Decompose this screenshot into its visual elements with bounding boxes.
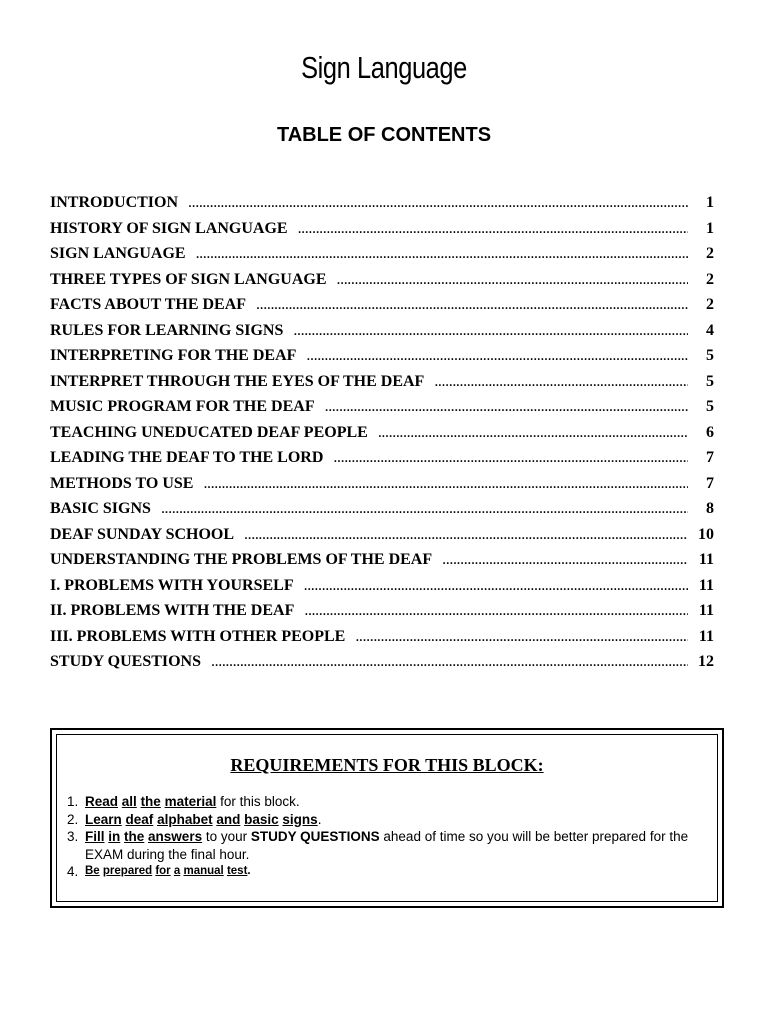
requirement-text (85, 828, 707, 863)
requirement-text-segment: test (226, 865, 248, 877)
toc-dot-leader (325, 394, 688, 420)
toc-entry-label: THREE TYPES OF SIGN LANGUAGE (50, 270, 327, 288)
toc-entry (50, 343, 714, 369)
toc-entry (50, 547, 714, 573)
toc-entry-page: 6 (706, 423, 714, 441)
requirement-text-segment: Be (85, 865, 100, 877)
requirement-text (85, 811, 707, 829)
requirements-list (67, 793, 707, 881)
toc-entry-page: 11 (698, 602, 714, 619)
toc-entry-page: 5 (706, 372, 714, 390)
requirement-text-segment: for (155, 865, 171, 877)
requirement-text-segment: all (121, 794, 137, 809)
requirement-text-segment: signs (282, 811, 318, 827)
toc-entry-label: METHODS TO USE (50, 474, 194, 492)
toc-entry-label: UNDERSTANDING THE PROBLEMS OF THE DEAF (50, 551, 433, 568)
requirement-text-segment: deaf (125, 811, 154, 827)
toc-dot-leader (304, 573, 688, 599)
requirement-number: 2. (67, 811, 79, 827)
requirement-number: 1. (67, 794, 79, 809)
toc-entry (50, 241, 714, 267)
toc-entry (50, 522, 714, 548)
toc-entry-page: 2 (706, 296, 714, 313)
toc-entry-label: RULES FOR LEARNING SIGNS (50, 321, 284, 339)
document-title: Sign Language (301, 50, 467, 85)
toc-entry-label: INTERPRET THROUGH THE EYES OF THE DEAF (50, 372, 425, 390)
toc-dot-leader (244, 522, 688, 548)
toc-dot-leader (306, 343, 688, 369)
toc-entry-page: 7 (706, 474, 714, 492)
toc-dot-leader (298, 216, 688, 242)
toc-entry-label: MUSIC PROGRAM FOR THE DEAF (50, 398, 315, 415)
toc-entry-label: BASIC SIGNS (50, 500, 151, 517)
toc-entry-label: I. PROBLEMS WITH YOURSELF (50, 576, 294, 594)
requirement-item (67, 811, 707, 829)
toc-dot-leader (434, 369, 688, 395)
toc-dot-leader (211, 649, 688, 675)
toc-entry (50, 649, 714, 675)
toc-entry-label: TEACHING UNEDUCATED DEAF PEOPLE (50, 423, 368, 441)
requirement-text-segment: to your (202, 829, 251, 844)
toc-entry-page: 11 (698, 627, 714, 645)
toc-entry (50, 369, 714, 395)
toc-entry-page: 1 (706, 219, 714, 237)
toc-entry-page: 2 (706, 245, 714, 262)
toc-entry-label: LEADING THE DEAF TO THE LORD (50, 449, 324, 466)
toc-entry-page: 5 (706, 398, 714, 415)
toc-heading: TABLE OF CONTENTS (276, 124, 492, 146)
toc-entry (50, 292, 714, 318)
requirement-text-segment: a (173, 865, 181, 877)
toc-entry-page: 8 (706, 500, 714, 517)
toc-dot-leader (203, 471, 688, 497)
toc-entry-page: 11 (698, 551, 714, 568)
toc-entry-page: 2 (706, 270, 714, 288)
toc-dot-leader (337, 267, 689, 293)
requirement-text-segment: the (140, 794, 161, 809)
toc-entry-label: SIGN LANGUAGE (50, 245, 186, 262)
requirement-text-segment: manual (183, 865, 224, 877)
toc-entry-label: II. PROBLEMS WITH THE DEAF (50, 602, 295, 619)
toc-entry (50, 624, 714, 650)
toc-dot-leader (333, 445, 688, 471)
requirement-text-segment: in (108, 829, 121, 844)
toc-entry (50, 496, 714, 522)
toc-entry (50, 318, 714, 344)
requirement-text-segment: . (317, 811, 322, 827)
requirement-text-segment: for this block. (216, 794, 300, 809)
toc-dot-leader (161, 496, 688, 522)
toc-entry-page: 7 (706, 449, 714, 466)
toc-entry-label: INTERPRETING FOR THE DEAF (50, 347, 297, 364)
toc-dot-leader (442, 547, 688, 573)
toc-entry-label: INTRODUCTION (50, 194, 179, 211)
requirement-number: 4. (67, 864, 79, 879)
toc-entry-page: 4 (706, 321, 714, 339)
toc-entry (50, 394, 714, 420)
toc-entry (50, 471, 714, 497)
requirement-text (85, 863, 707, 881)
requirement-item (67, 863, 707, 881)
toc-entry-page: 5 (706, 347, 714, 364)
requirement-item (67, 793, 707, 811)
toc-entry-label: DEAF SUNDAY SCHOOL (50, 525, 235, 543)
toc-entry (50, 598, 714, 624)
toc-entry-label: III. PROBLEMS WITH OTHER PEOPLE (50, 627, 346, 645)
requirement-text-segment: answers (148, 829, 203, 844)
toc-entry-label: FACTS ABOUT THE DEAF (50, 296, 247, 313)
toc-entry (50, 573, 714, 599)
requirement-text-segment: ahead of time so you will be better prepared for the EXAM during the final hour. (85, 829, 689, 862)
toc-entry (50, 190, 714, 216)
toc-dot-leader (188, 190, 688, 216)
toc-dot-leader (304, 598, 688, 624)
toc-dot-leader (378, 420, 688, 446)
requirement-text-segment: alphabet (157, 811, 213, 827)
requirement-text-segment: Read (85, 794, 119, 809)
table-of-contents (50, 190, 714, 675)
requirements-box (50, 728, 724, 908)
toc-entry-page: 10 (698, 525, 714, 543)
toc-entry (50, 420, 714, 446)
requirements-box-inner-border (56, 734, 718, 902)
requirement-text-segment: material (164, 794, 217, 809)
toc-entry (50, 216, 714, 242)
requirement-number: 3. (67, 829, 79, 844)
toc-dot-leader (355, 624, 688, 650)
requirement-text-segment: Learn (85, 811, 122, 827)
requirement-text-segment: and (216, 811, 241, 827)
requirement-text-segment: the (124, 829, 145, 844)
requirement-text-segment: Fill (85, 829, 105, 844)
toc-entry-page: 1 (706, 194, 714, 211)
toc-entry-page: 11 (698, 576, 714, 594)
toc-dot-leader (293, 318, 688, 344)
requirement-text (85, 793, 707, 811)
requirement-text-segment: STUDY QUESTIONS (250, 829, 380, 844)
toc-dot-leader (196, 241, 688, 267)
toc-entry-page: 12 (698, 653, 714, 670)
toc-entry-label: HISTORY OF SIGN LANGUAGE (50, 219, 288, 237)
requirement-text-segment: basic (244, 811, 279, 827)
toc-entry-label: STUDY QUESTIONS (50, 653, 202, 670)
requirement-text-segment: . (247, 865, 251, 877)
requirement-text-segment: prepared (102, 865, 153, 877)
toc-entry (50, 267, 714, 293)
requirement-item (67, 828, 707, 863)
requirements-heading: REQUIREMENTS FOR THIS BLOCK: (230, 755, 544, 775)
toc-entry (50, 445, 714, 471)
toc-dot-leader (256, 292, 688, 318)
